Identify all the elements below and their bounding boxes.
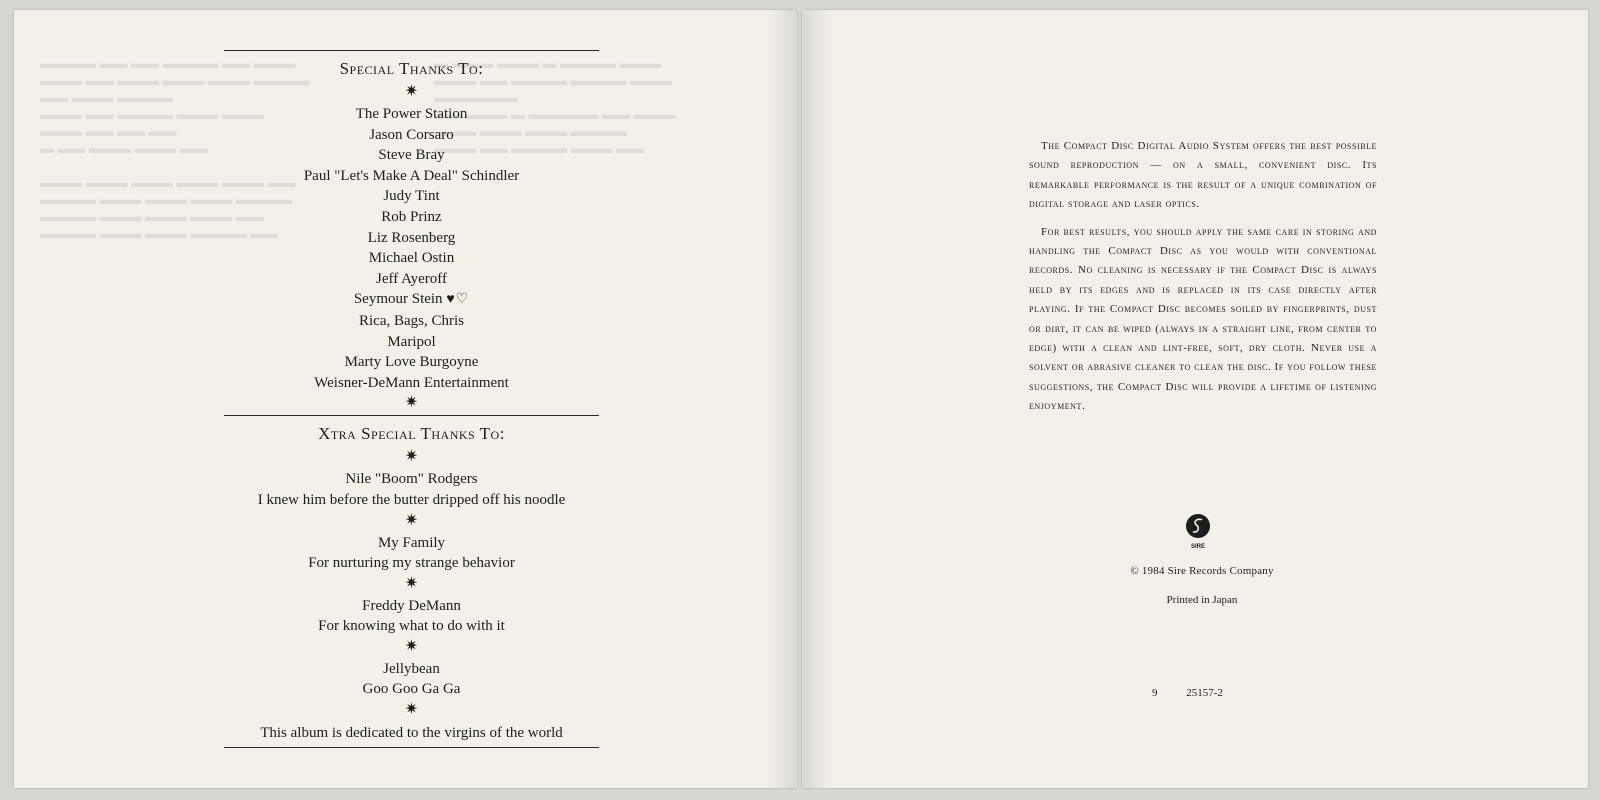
show-through-lyrics-left: ▬▬▬▬ ▬▬ ▬▬ ▬▬▬▬ ▬▬ ▬▬▬ ▬▬▬ ▬▬ ▬▬▬ ▬▬▬ ▬▬▬ ▬▬▬▬ ▬▬ ▬▬▬ ▬▬▬▬ ▬▬▬ ▬▬ ▬▬▬▬ ▬▬▬ ▬▬▬ ▬▬▬ ▬▬ ▬▬ ▬▬ ▬ ▬▬ ▬▬▬ ▬▬▬ ▬▬ ▬▬▬ ▬▬▬ ▬▬▬ ▬▬▬ ▬▬▬ ▬▬ ▬▬▬▬ ▬▬▬ ▬▬▬ ▬▬▬ ▬▬▬▬ ▬▬▬▬ ▬▬▬ ▬▬▬ ▬▬▬ ▬▬ ▬▬▬▬ ▬▬▬ ▬▬▬ ▬▬▬▬ ▬▬ (40, 57, 310, 242)
thanks-name: Michael Ostin (368, 250, 455, 267)
sire-logo-text: SIRE (1190, 544, 1206, 550)
star-divider: ✷ (404, 511, 419, 529)
thanks-name: Liz Rosenberg (367, 229, 456, 246)
xtra-note: For knowing what to do with it (318, 618, 505, 635)
xtra-name: My Family (377, 534, 446, 551)
thanks-name: Weisner-DeMann Entertainment (314, 374, 509, 391)
seymour-name: Seymour Stein (353, 291, 443, 308)
middle-rule (224, 415, 599, 416)
bottom-rule (224, 747, 599, 748)
catalog-code: 25157-2 (1186, 687, 1223, 699)
notice-paragraph-2: For best results, you should apply the same care in storing and handling the Compact Disc as you would with conventional records. No cleaning is necessary if the Compact Disc is always held by its edges and is replaced in its case directly after playing. If the Compact Disc becomes soiled by fingerprints, dust or dirt, it can be wiped (always in a straight line, from center to edge) with a clean and lint-free, soft, dry cloth. Never use a solvent or abrasive cleaner to clean the disc. If you follow these suggestions, the Compact Disc will provide a lifetime of listening enjoyment. (1029, 225, 1377, 413)
thanks-name-seymour (224, 289, 599, 311)
credits-block (224, 50, 599, 748)
thanks-name: Judy Tint (383, 188, 440, 205)
compact-disc-notice (1029, 137, 1377, 417)
xtra-special-thanks-heading: Xtra Special Thanks To: (318, 424, 505, 444)
right-page (802, 10, 1588, 788)
xtra-note: Goo Goo Ga Ga (362, 681, 461, 698)
star-divider: ✷ (404, 574, 419, 592)
thanks-name: Jason Corsaro (369, 126, 454, 143)
xtra-name: Jellybean (383, 660, 440, 677)
xtra-name: Freddy DeMann (362, 597, 461, 614)
notice-paragraph-1: The Compact Disc Digital Audio System offers the best possible sound reproduction — on a small, convenient disc. Its remarkable performance is the result of a unique combination of digital storage and laser optics. (1029, 140, 1377, 211)
xtra-name: Nile "Boom" Rodgers (345, 471, 478, 488)
catalog-number (1152, 687, 1223, 699)
printed-in: Printed in Japan (1166, 594, 1238, 606)
thanks-name: Maripol (387, 333, 436, 350)
show-through-lyrics-right-column: ▬ ▬▬▬ ▬▬▬ ▬ ▬▬▬▬ ▬▬▬ ▬▬▬ ▬▬ ▬▬▬▬ ▬▬▬▬ ▬▬▬ ▬▬▬▬▬▬ ▬▬ ▬▬▬ ▬ ▬▬▬▬▬ ▬▬ ▬▬▬ ▬▬▬ ▬▬▬ ▬▬▬ ▬▬▬▬ ▬▬▬ ▬▬ ▬▬▬▬ ▬▬▬ ▬▬ (434, 57, 676, 157)
star-divider: ✷ (404, 83, 419, 100)
thanks-name: Jeff Ayeroff (376, 270, 447, 287)
catalog-prefix: 9 (1152, 687, 1158, 699)
special-thanks-heading: Special Thanks To: (339, 59, 484, 78)
thanks-name: Rob Prinz (381, 208, 442, 225)
thanks-name: Rica, Bags, Chris (359, 312, 464, 329)
top-rule (224, 50, 599, 51)
thanks-name: Paul "Let's Make A Deal" Schindler (303, 167, 520, 184)
thanks-name: Marty Love Burgoyne (344, 354, 479, 371)
gutter-shadow-left (767, 10, 797, 788)
gutter-shadow-right (802, 10, 832, 788)
hearts-icon: ♥♡ (446, 292, 470, 308)
left-page (14, 10, 797, 788)
star-divider: ✷ (404, 448, 419, 466)
star-divider: ✷ (404, 394, 419, 412)
copyright: © 1984 Sire Records Company (1130, 565, 1274, 577)
xtra-note: For nurturing my strange behavior (308, 555, 515, 572)
thanks-name: Steve Bray (378, 147, 445, 164)
dedication: This album is dedicated to the virgins of the world (260, 725, 563, 742)
xtra-note: I knew him before the butter dripped off his noodle (257, 491, 566, 508)
thanks-name: The Power Station (355, 106, 468, 122)
sire-logo-icon (1185, 513, 1211, 551)
star-divider: ✷ (404, 701, 419, 719)
star-divider: ✷ (404, 637, 419, 655)
